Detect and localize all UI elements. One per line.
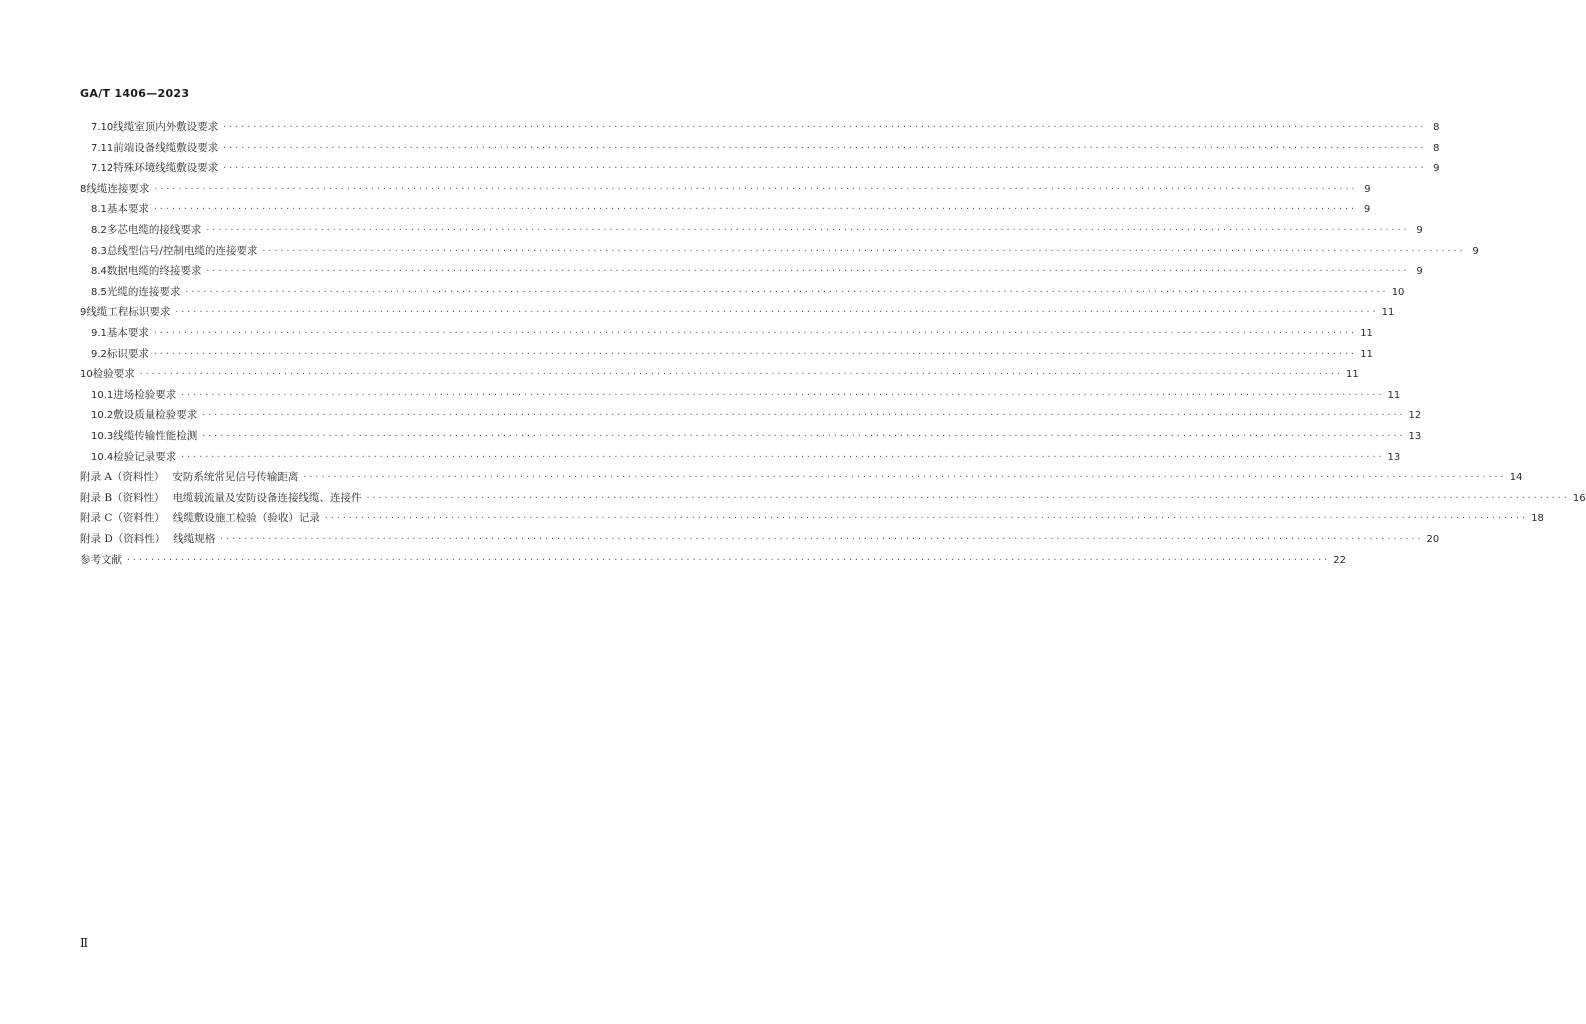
toc-entry-title: 线缆工程标识要求 bbox=[86, 306, 171, 319]
toc-entry[interactable] bbox=[91, 242, 1479, 260]
toc-entry[interactable] bbox=[91, 386, 1401, 404]
toc-entry-title: 敷设质量检验要求 bbox=[113, 409, 198, 422]
toc-entry-page: 10 bbox=[1391, 286, 1405, 298]
toc-entry[interactable] bbox=[80, 303, 1395, 321]
toc-dot-leader: ········································································································································································································ bbox=[152, 348, 1357, 358]
toc-entry-title: 标识要求 bbox=[106, 347, 149, 360]
toc-dot-leader: ········································································································································································································ bbox=[222, 142, 1426, 152]
toc-entry-title: 基本要求 bbox=[106, 203, 149, 216]
toc-entry-number: 9 bbox=[80, 307, 87, 319]
toc-entry-number: 10.4 bbox=[91, 451, 114, 463]
toc-entry-title: 线缆室顶内外敷设要求 bbox=[113, 121, 219, 133]
toc-entry-title: 电缆载流量及安防设备连接线缆、连接件 bbox=[172, 491, 362, 504]
toc-entry-page: 12 bbox=[1408, 410, 1422, 422]
toc-entry-page: 9 bbox=[1433, 163, 1440, 175]
toc-entry-title: 数据电缆的终接要求 bbox=[106, 265, 202, 278]
toc-entry[interactable] bbox=[80, 551, 1347, 569]
toc-entry-title: 前端设备线缆敷设要求 bbox=[113, 141, 219, 154]
toc-entry[interactable] bbox=[80, 365, 1359, 383]
toc-entry-number: 7.10 bbox=[91, 122, 114, 133]
toc-entry-number: 8 bbox=[80, 183, 87, 195]
toc-entry-title: 安防系统常见信号传输距离 bbox=[172, 471, 299, 484]
toc-dot-leader: ········································································································································································································ bbox=[323, 513, 1528, 523]
toc-entry[interactable] bbox=[91, 283, 1405, 301]
toc-entry-number: 8.3 bbox=[91, 245, 107, 257]
toc-entry[interactable] bbox=[91, 221, 1423, 239]
toc-entry-number: 9.1 bbox=[91, 328, 107, 339]
toc-entry-page: 11 bbox=[1360, 348, 1373, 360]
toc-dot-leader: ········································································································································································································ bbox=[219, 534, 1423, 543]
toc-entry-title: 进场检验要求 bbox=[113, 388, 177, 401]
toc-dot-leader: ········································································································································································································ bbox=[302, 472, 1506, 482]
toc-dot-leader: ········································································································································································································ bbox=[152, 328, 1357, 337]
toc-entry-page: 13 bbox=[1408, 431, 1422, 442]
toc-dot-leader: ········································································································································································································ bbox=[153, 183, 1357, 193]
toc-dot-leader: ········································································································································································································ bbox=[201, 410, 1405, 420]
toc-entry-page: 11 bbox=[1387, 389, 1401, 401]
toc-entry-number: 附录 A（资料性） bbox=[80, 471, 165, 484]
toc-entry[interactable] bbox=[80, 530, 1440, 548]
toc-dot-leader: ········································································································································································································ bbox=[138, 369, 1343, 379]
toc-entry[interactable] bbox=[91, 118, 1440, 136]
toc-entry[interactable] bbox=[91, 200, 1371, 218]
toc-entry-page: 11 bbox=[1360, 328, 1373, 339]
toc-dot-leader: ········································································································································································································ bbox=[261, 245, 1465, 255]
toc-dot-leader: ········································································································································································································ bbox=[222, 163, 1426, 173]
toc-entry[interactable] bbox=[91, 345, 1373, 363]
toc-entry-number: 附录 D（资料性） bbox=[80, 533, 166, 545]
toc-entry-title: 线缆规格 bbox=[173, 533, 216, 545]
toc-entry-page: 8 bbox=[1433, 122, 1440, 133]
toc-entry-number: 7.12 bbox=[91, 163, 114, 175]
toc-entry-page: 11 bbox=[1381, 307, 1395, 319]
toc-entry[interactable] bbox=[91, 139, 1440, 157]
toc-entry-number: 8.5 bbox=[91, 286, 107, 298]
toc-entry-number: 10.2 bbox=[91, 410, 114, 422]
toc-entry-title: 线缆连接要求 bbox=[86, 182, 150, 195]
toc-dot-leader: ········································································································································································································ bbox=[126, 554, 1330, 564]
toc-entry-title: 总线型信号/控制电缆的连接要求 bbox=[106, 244, 258, 257]
toc-dot-leader: ········································································································································································································ bbox=[174, 307, 1378, 317]
toc-entry[interactable] bbox=[80, 180, 1371, 198]
toc-entry-page: 9 bbox=[1364, 183, 1371, 195]
toc-entry-page: 13 bbox=[1387, 451, 1401, 463]
toc-entry-number: 9.2 bbox=[91, 348, 107, 360]
toc-entry-title: 参考文献 bbox=[80, 553, 122, 566]
toc-entry-page: 8 bbox=[1433, 142, 1440, 154]
toc-entry-page: 16 bbox=[1572, 492, 1586, 504]
toc-dot-leader: ········································································································································································································ bbox=[152, 204, 1357, 214]
toc-entry-page: 14 bbox=[1509, 472, 1523, 484]
toc-entry-number: 8.1 bbox=[91, 204, 107, 216]
toc-entry-page: 11 bbox=[1346, 369, 1359, 381]
toc-entry[interactable] bbox=[91, 406, 1422, 424]
toc-entry-number: 10 bbox=[80, 369, 93, 381]
toc-entry[interactable] bbox=[91, 427, 1422, 445]
toc-entry-number: 附录 C（资料性） bbox=[80, 512, 165, 525]
toc-dot-leader: ········································································································································································································ bbox=[184, 286, 1388, 296]
toc-entry-page: 9 bbox=[1416, 266, 1423, 278]
toc-entry-page: 18 bbox=[1531, 513, 1544, 525]
toc-entry[interactable] bbox=[91, 159, 1440, 177]
toc-entry-page: 20 bbox=[1426, 534, 1440, 545]
toc-entry-title: 光缆的连接要求 bbox=[106, 285, 181, 298]
toc-entry-number: 10.3 bbox=[91, 431, 114, 442]
toc-entry-number: 7.11 bbox=[91, 142, 114, 154]
toc-entry-number: 8.2 bbox=[91, 225, 107, 236]
toc-entry[interactable] bbox=[80, 489, 1586, 507]
toc-entry-title: 检验记录要求 bbox=[113, 450, 177, 463]
toc-entry-page: 9 bbox=[1363, 204, 1371, 216]
toc-entry[interactable] bbox=[91, 448, 1401, 466]
toc-entry-page: 9 bbox=[1416, 225, 1423, 236]
toc-entry[interactable] bbox=[80, 468, 1523, 486]
toc-entry-page: 22 bbox=[1333, 554, 1347, 566]
toc-dot-leader: ········································································································································································································ bbox=[365, 492, 1569, 502]
toc-entry-title: 检验要求 bbox=[92, 368, 135, 381]
document-code-header: GA/T 1406—2023 bbox=[80, 87, 190, 100]
toc-entry[interactable] bbox=[91, 324, 1373, 342]
toc-entry[interactable] bbox=[91, 262, 1423, 280]
toc-entry-title: 线缆传输性能检测 bbox=[113, 430, 198, 442]
toc-entry-title: 基本要求 bbox=[106, 327, 149, 339]
toc-dot-leader: ········································································································································································································ bbox=[205, 225, 1409, 234]
toc-dot-leader: ········································································································································································································ bbox=[201, 431, 1405, 440]
toc-dot-leader: ········································································································································································································ bbox=[180, 451, 1384, 461]
toc-entry-title: 线缆敷设施工检验（验收）记录 bbox=[172, 512, 320, 525]
toc-entry-page: 9 bbox=[1472, 245, 1479, 257]
toc-entry-number: 8.4 bbox=[91, 266, 107, 278]
toc-dot-leader: ········································································································································································································ bbox=[222, 122, 1426, 131]
toc-entry-number: 10.1 bbox=[91, 389, 114, 401]
toc-dot-leader: ········································································································································································································ bbox=[205, 266, 1409, 276]
toc-entry-number: 附录 B（资料性） bbox=[80, 491, 165, 504]
toc-dot-leader: ········································································································································································································ bbox=[180, 389, 1384, 399]
toc-entry-title: 特殊环境线缆敷设要求 bbox=[113, 162, 219, 175]
page-number: Ⅱ bbox=[80, 936, 89, 950]
toc-entry[interactable] bbox=[80, 509, 1544, 527]
toc-entry-title: 多芯电缆的接线要求 bbox=[106, 224, 202, 236]
